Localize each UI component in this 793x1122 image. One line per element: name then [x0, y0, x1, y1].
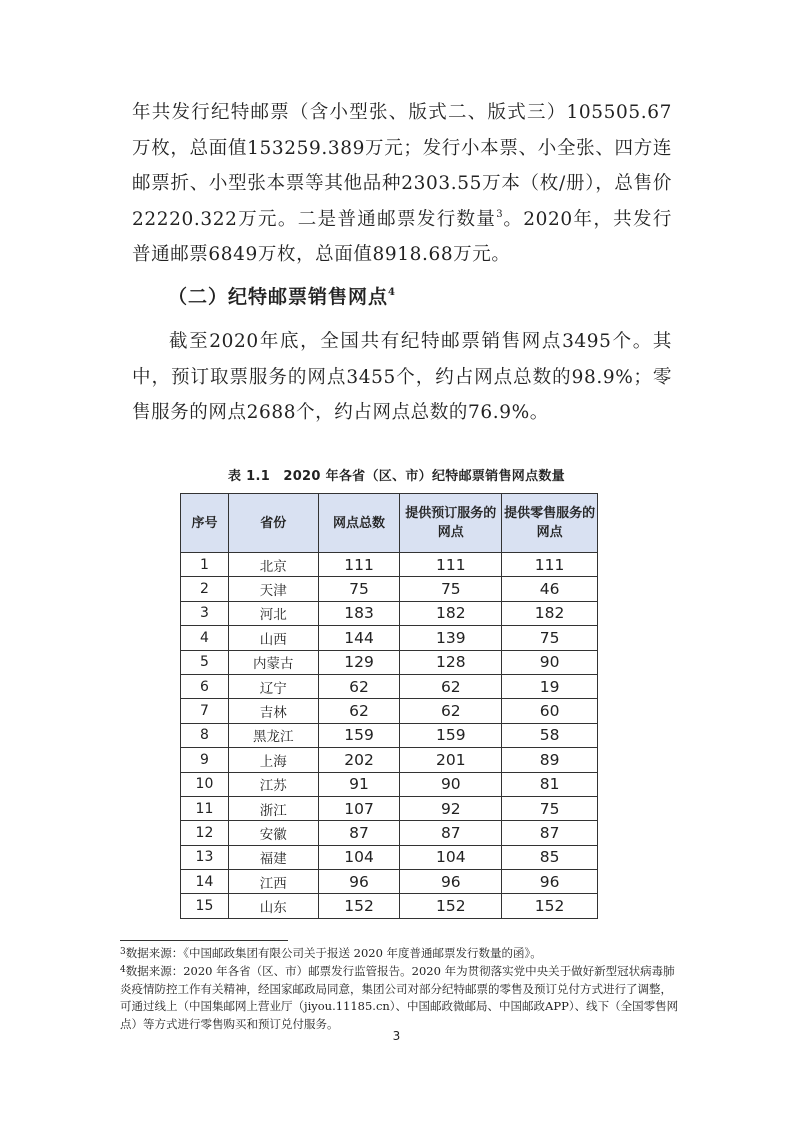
cell-reservation: 152 [400, 894, 502, 918]
cell-reservation: 111 [400, 553, 502, 577]
body-paragraph-2: 截至2020年底，全国共有纪特邮票销售网点3495个。其中，预订取票服务的网点3455个，约占网点总数的98.9%；零售服务的网点2688个，约占网点总数的76.9%。 [132, 331, 672, 423]
cell-total: 152 [318, 894, 400, 918]
cell-reservation: 201 [400, 748, 502, 772]
cell-reservation: 87 [400, 821, 502, 845]
cell-province: 吉林 [228, 699, 318, 723]
cell-index: 12 [181, 821, 229, 845]
table-row [181, 723, 598, 747]
header-cell-index: 序号 [181, 494, 229, 553]
cell-reservation: 75 [400, 577, 502, 601]
cell-retail: 81 [502, 772, 598, 796]
cell-province: 内蒙古 [228, 650, 318, 674]
cell-reservation: 90 [400, 772, 502, 796]
header-cell-total: 网点总数 [318, 494, 400, 553]
table-row [181, 821, 598, 845]
cell-index: 11 [181, 796, 229, 820]
cell-province: 上海 [228, 748, 318, 772]
table-row [181, 626, 598, 650]
table-caption: 表 1.1 2020 年各省（区、市）纪特邮票销售网点数量 [228, 469, 565, 484]
footnote-mark: 3 [120, 947, 126, 957]
cell-index: 3 [181, 601, 229, 625]
cell-total: 91 [318, 772, 400, 796]
body-paragraph-1: 年共发行纪特邮票（含小型张、版式二、版式三）105505.67万枚，总面值153259.389万元；发行小本票、小全张、四方连邮票折、小型张本票等其他品种2303.55万本（枚/册），总售价22220.322万元。二是普通邮票发行数量$^3$。2020年，共发行普通邮票6849万枚，总面值8918.68万元。 [132, 102, 672, 265]
cell-province: 安徽 [228, 821, 318, 845]
cell-index: 13 [181, 845, 229, 869]
table-row [181, 772, 598, 796]
cell-retail: 58 [502, 723, 598, 747]
cell-retail: 90 [502, 650, 598, 674]
cell-total: 144 [318, 626, 400, 650]
cell-province: 浙江 [228, 796, 318, 820]
cell-reservation: 104 [400, 845, 502, 869]
cell-total: 202 [318, 748, 400, 772]
cell-retail: 75 [502, 626, 598, 650]
footnote-mark: 4 [120, 965, 126, 975]
header-cell-reservation: 提供预订服务的网点 [400, 494, 502, 553]
cell-province: 辽宁 [228, 674, 318, 698]
cell-index: 9 [181, 748, 229, 772]
cell-province: 河北 [228, 601, 318, 625]
cell-reservation: 182 [400, 601, 502, 625]
cell-retail: 46 [502, 577, 598, 601]
footnote-3: $^3$数据来源：《中国邮政集团有限公司关于报送 2020 年度普通邮票发行数量的函》。 [120, 946, 542, 960]
cell-total: 129 [318, 650, 400, 674]
cell-total: 159 [318, 723, 400, 747]
cell-province: 山东 [228, 894, 318, 918]
cell-index: 2 [181, 577, 229, 601]
cell-retail: 85 [502, 845, 598, 869]
cell-index: 1 [181, 553, 229, 577]
table-row [181, 553, 598, 577]
cell-retail: 89 [502, 748, 598, 772]
cell-retail: 152 [502, 894, 598, 918]
cell-total: 75 [318, 577, 400, 601]
cell-retail: 19 [502, 674, 598, 698]
cell-reservation: 139 [400, 626, 502, 650]
cell-province: 北京 [228, 553, 318, 577]
table-row [181, 674, 598, 698]
table-row [181, 577, 598, 601]
cell-index: 14 [181, 870, 229, 894]
cell-total: 111 [318, 553, 400, 577]
section-heading: （二）纪特邮票销售网点$^4$ [168, 286, 395, 308]
cell-province: 黑龙江 [228, 723, 318, 747]
cell-reservation: 128 [400, 650, 502, 674]
cell-retail: 111 [502, 553, 598, 577]
page-number: 3 [392, 1029, 401, 1043]
header-cell-province: 省份 [228, 494, 318, 553]
cell-province: 江苏 [228, 772, 318, 796]
cell-total: 87 [318, 821, 400, 845]
cell-province: 江西 [228, 870, 318, 894]
table-body [181, 553, 598, 919]
cell-index: 4 [181, 626, 229, 650]
cell-province: 山西 [228, 626, 318, 650]
cell-index: 15 [181, 894, 229, 918]
cell-reservation: 96 [400, 870, 502, 894]
cell-index: 6 [181, 674, 229, 698]
sales-outlets-table [180, 493, 598, 919]
cell-total: 96 [318, 870, 400, 894]
footnote-divider [120, 940, 288, 941]
footnote-ref-3[interactable]: 3 [496, 208, 503, 220]
header-cell-retail: 提供零售服务的网点 [502, 494, 598, 553]
table-row [181, 796, 598, 820]
cell-total: 62 [318, 674, 400, 698]
cell-retail: 75 [502, 796, 598, 820]
cell-retail: 182 [502, 601, 598, 625]
footnote-ref-4[interactable]: 4 [388, 287, 395, 298]
cell-province: 天津 [228, 577, 318, 601]
cell-total: 107 [318, 796, 400, 820]
cell-province: 福建 [228, 845, 318, 869]
cell-index: 8 [181, 723, 229, 747]
cell-reservation: 92 [400, 796, 502, 820]
table-row [181, 748, 598, 772]
table-row [181, 650, 598, 674]
cell-total: 104 [318, 845, 400, 869]
cell-reservation: 62 [400, 674, 502, 698]
cell-reservation: 62 [400, 699, 502, 723]
cell-retail: 60 [502, 699, 598, 723]
table-row [181, 845, 598, 869]
table-row [181, 699, 598, 723]
table-header-row [181, 494, 598, 553]
cell-reservation: 159 [400, 723, 502, 747]
table-row [181, 601, 598, 625]
cell-total: 62 [318, 699, 400, 723]
cell-retail: 96 [502, 870, 598, 894]
footnote-4: $^4$数据来源：2020 年各省（区、市）邮票发行监管报告。2020 年为贯彻落实党中央关于做好新型冠状病毒肺炎疫情防控工作有关精神，经国家邮政局同意，集团公司对部分纪特邮票的零售及预订兑付方式进行了调整，可通过线上（中国集邮网上营业厅（jiyou.11185.cn）、中国邮政微邮局、中国邮政APP）、线下（全国零售网点）等方式进行零售购买和预订兑付服务。 [120, 964, 679, 1031]
cell-index: 10 [181, 772, 229, 796]
cell-total: 183 [318, 601, 400, 625]
cell-retail: 87 [502, 821, 598, 845]
cell-index: 5 [181, 650, 229, 674]
cell-index: 7 [181, 699, 229, 723]
table-row [181, 870, 598, 894]
table-row [181, 894, 598, 918]
